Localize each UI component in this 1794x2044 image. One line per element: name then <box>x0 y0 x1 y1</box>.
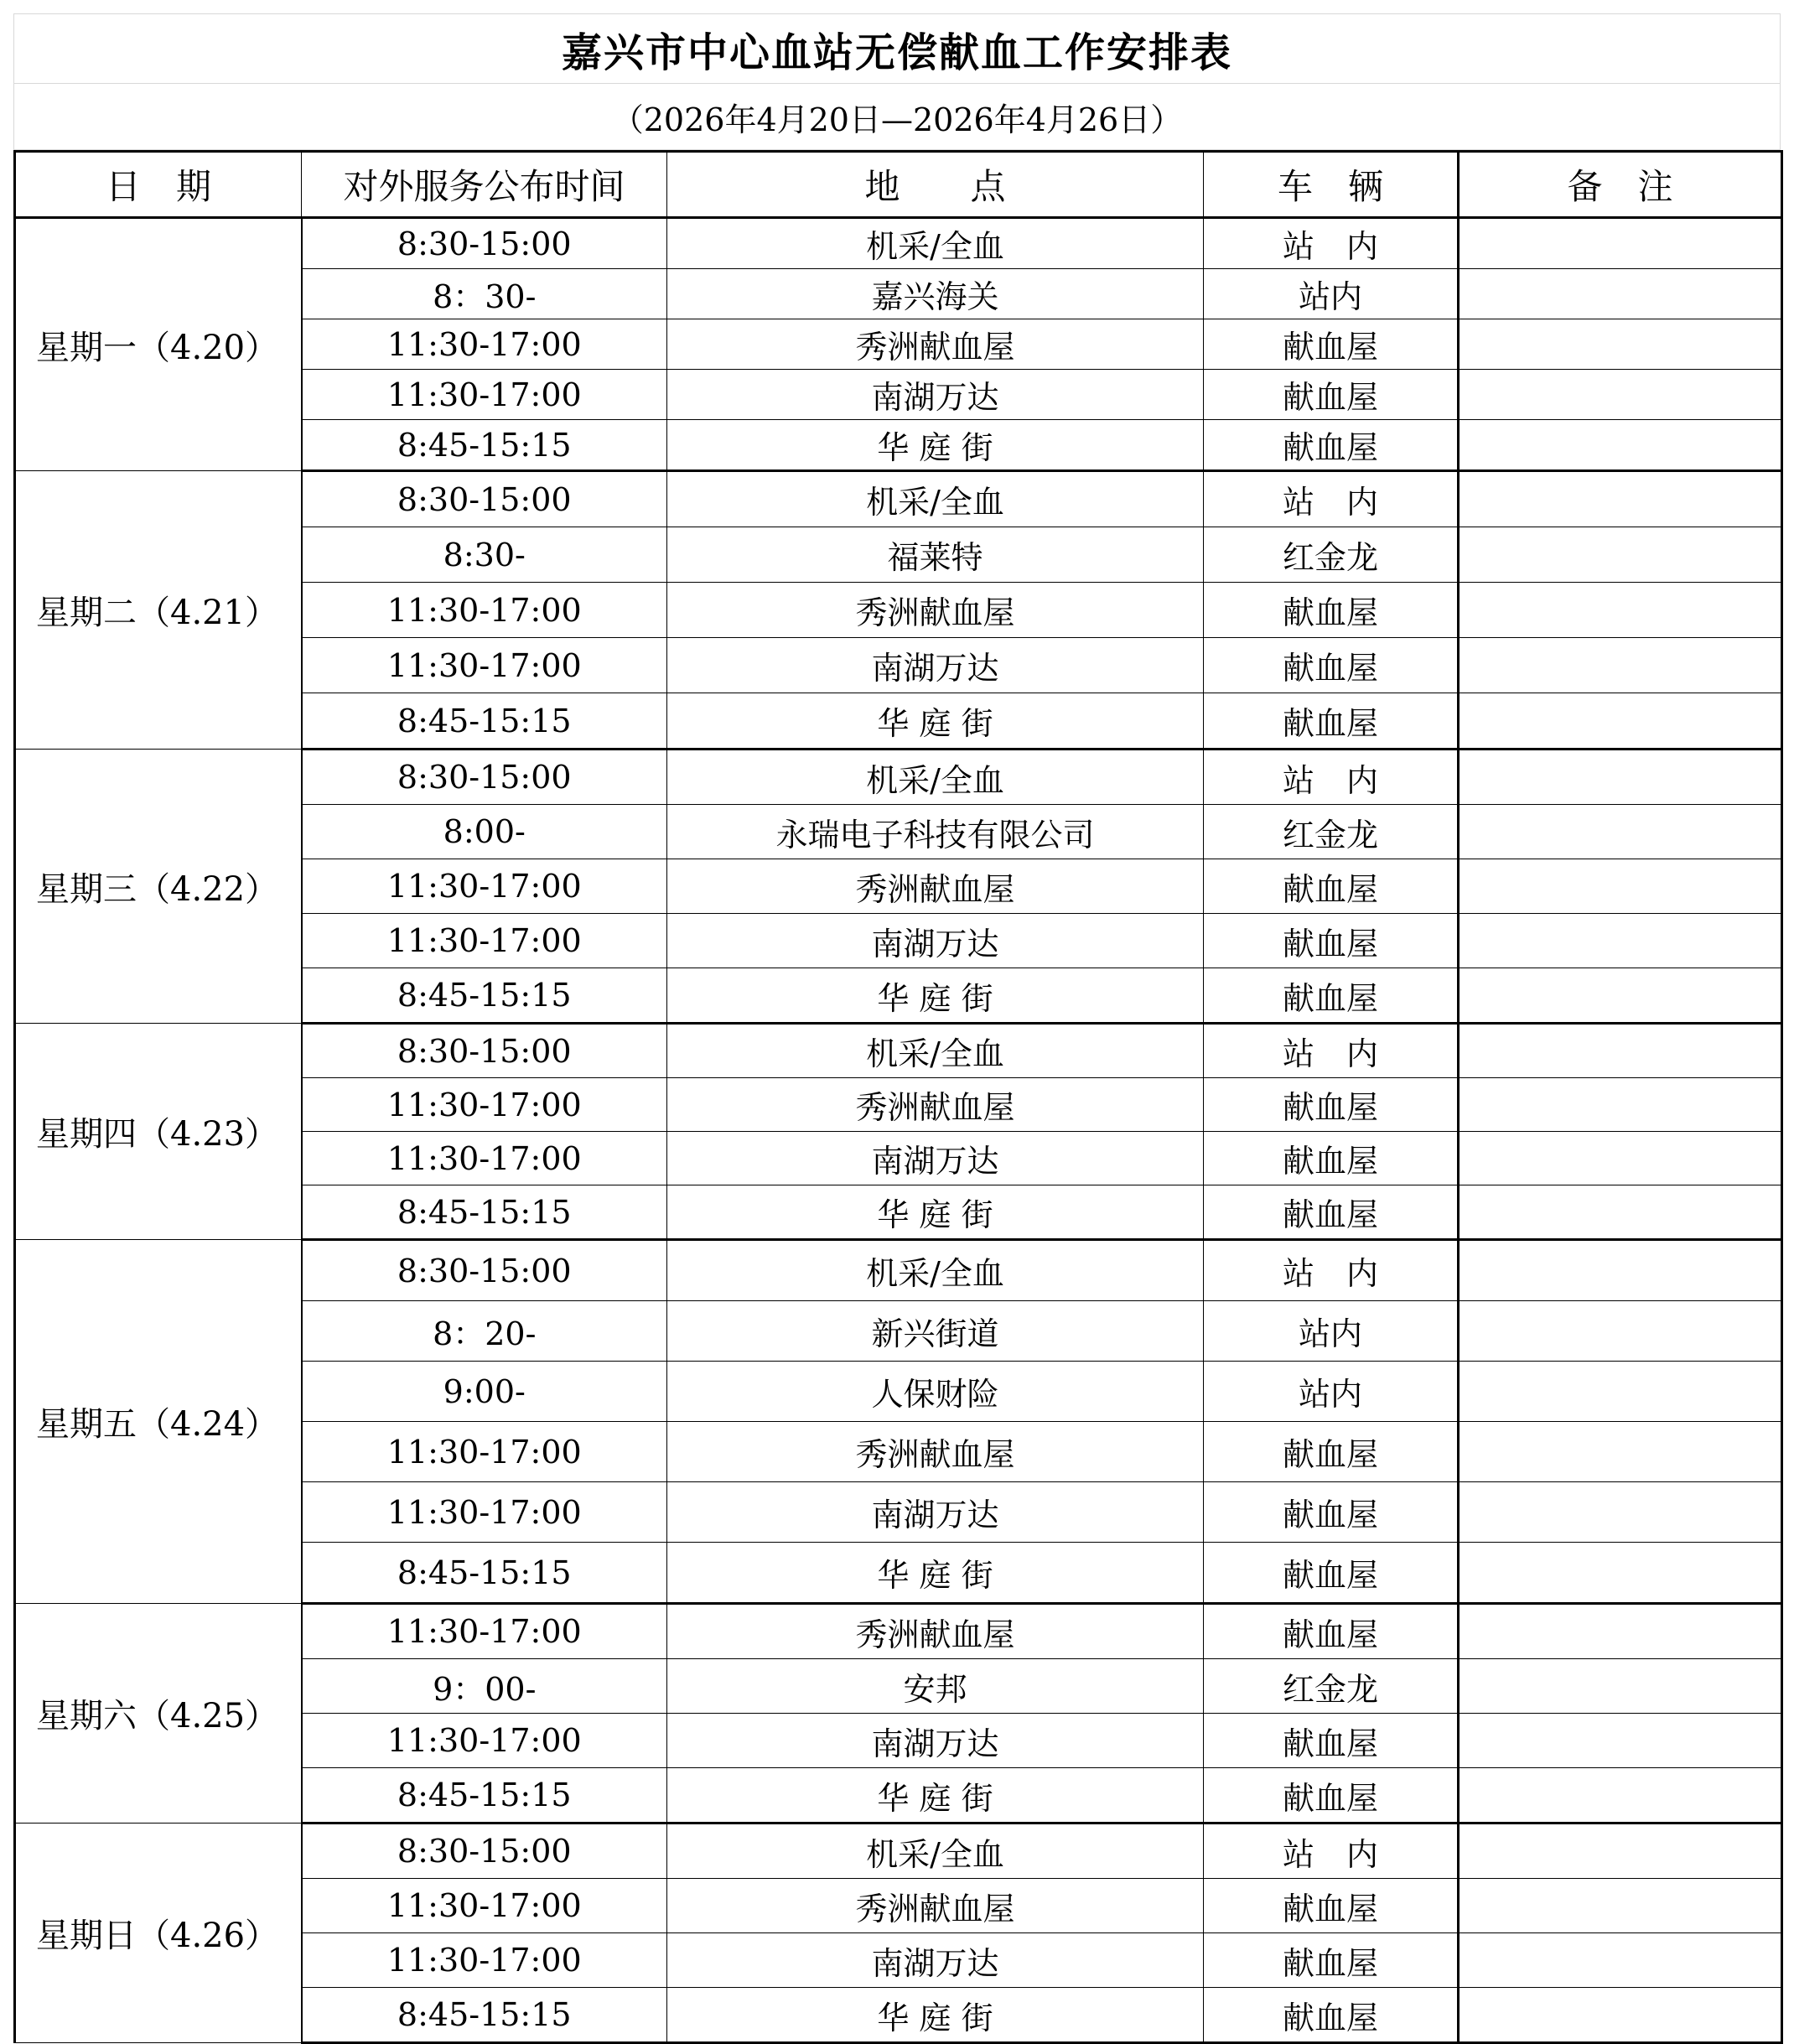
notes-cell <box>1459 471 1782 527</box>
time-cell: 11:30-17:00 <box>302 638 667 693</box>
notes-cell <box>1459 914 1782 968</box>
vehicle-cell: 站 内 <box>1204 750 1459 805</box>
vehicle-cell: 献血屋 <box>1204 1482 1459 1543</box>
day-label-cell: 星期六（4.25） <box>15 1604 302 1824</box>
vehicle-cell: 站 内 <box>1204 1240 1459 1301</box>
location-cell: 嘉兴海关 <box>667 269 1204 319</box>
time-cell: 8:00- <box>302 805 667 859</box>
day-label-cell: 星期四（4.23） <box>15 1024 302 1240</box>
time-cell: 8:45-15:15 <box>302 1768 667 1824</box>
notes-cell <box>1459 1240 1782 1301</box>
location-cell: 机采/全血 <box>667 1824 1204 1879</box>
vehicle-cell: 献血屋 <box>1204 319 1459 370</box>
time-cell: 8:45-15:15 <box>302 1988 667 2043</box>
location-cell: 南湖万达 <box>667 1132 1204 1185</box>
time-cell: 8:30-15:00 <box>302 1240 667 1301</box>
notes-cell <box>1459 1301 1782 1362</box>
location-cell: 南湖万达 <box>667 638 1204 693</box>
vehicle-cell: 献血屋 <box>1204 1604 1459 1659</box>
vehicle-cell: 红金龙 <box>1204 805 1459 859</box>
notes-cell <box>1459 1543 1782 1604</box>
notes-cell <box>1459 583 1782 638</box>
notes-cell <box>1459 319 1782 370</box>
vehicle-cell: 献血屋 <box>1204 914 1459 968</box>
column-header-time: 对外服务公布时间 <box>302 152 667 218</box>
time-cell: 9：00- <box>302 1659 667 1714</box>
time-cell: 11:30-17:00 <box>302 1078 667 1132</box>
vehicle-cell: 献血屋 <box>1204 420 1459 471</box>
time-cell: 11:30-17:00 <box>302 1132 667 1185</box>
date-range-subtitle: （2026年4月20日—2026年4月26日） <box>13 83 1781 150</box>
notes-cell <box>1459 370 1782 420</box>
location-cell: 机采/全血 <box>667 1240 1204 1301</box>
location-cell: 永瑞电子科技有限公司 <box>667 805 1204 859</box>
notes-cell <box>1459 805 1782 859</box>
table-row <box>15 750 1782 805</box>
time-cell: 8:45-15:15 <box>302 693 667 750</box>
location-cell: 华 庭 街 <box>667 693 1204 750</box>
notes-cell <box>1459 750 1782 805</box>
time-cell: 8:45-15:15 <box>302 1185 667 1240</box>
notes-cell <box>1459 1988 1782 2043</box>
location-cell: 福莱特 <box>667 527 1204 583</box>
notes-cell <box>1459 1768 1782 1824</box>
notes-cell <box>1459 1604 1782 1659</box>
location-cell: 秀洲献血屋 <box>667 1604 1204 1659</box>
vehicle-cell: 红金龙 <box>1204 1659 1459 1714</box>
vehicle-cell: 站内 <box>1204 269 1459 319</box>
vehicle-cell: 献血屋 <box>1204 968 1459 1024</box>
vehicle-cell: 站 内 <box>1204 1824 1459 1879</box>
time-cell: 11:30-17:00 <box>302 859 667 914</box>
location-cell: 南湖万达 <box>667 1933 1204 1988</box>
notes-cell <box>1459 638 1782 693</box>
vehicle-cell: 站 内 <box>1204 471 1459 527</box>
notes-cell <box>1459 527 1782 583</box>
time-cell: 9:00- <box>302 1362 667 1422</box>
table-row <box>15 1824 1782 1879</box>
location-cell: 华 庭 街 <box>667 1185 1204 1240</box>
day-label-cell: 星期一（4.20） <box>15 218 302 471</box>
notes-cell <box>1459 1362 1782 1422</box>
column-header-vehicle: 车 辆 <box>1204 152 1459 218</box>
column-header-date: 日 期 <box>15 152 302 218</box>
day-label-cell: 星期二（4.21） <box>15 471 302 750</box>
time-cell: 11:30-17:00 <box>302 319 667 370</box>
notes-cell <box>1459 1078 1782 1132</box>
vehicle-cell: 献血屋 <box>1204 638 1459 693</box>
vehicle-cell: 献血屋 <box>1204 1714 1459 1768</box>
time-cell: 8:30-15:00 <box>302 750 667 805</box>
vehicle-cell: 献血屋 <box>1204 1422 1459 1482</box>
vehicle-cell: 站内 <box>1204 1301 1459 1362</box>
time-cell: 11:30-17:00 <box>302 1714 667 1768</box>
table-row <box>15 1240 1782 1301</box>
table-row <box>15 218 1782 269</box>
location-cell: 南湖万达 <box>667 1482 1204 1543</box>
vehicle-cell: 站 内 <box>1204 218 1459 269</box>
notes-cell <box>1459 1024 1782 1078</box>
time-cell: 11:30-17:00 <box>302 1879 667 1933</box>
vehicle-cell: 献血屋 <box>1204 1132 1459 1185</box>
notes-cell <box>1459 1422 1782 1482</box>
notes-cell <box>1459 968 1782 1024</box>
location-cell: 秀洲献血屋 <box>667 1422 1204 1482</box>
page-title: 嘉兴市中心血站无偿献血工作安排表 <box>13 13 1781 83</box>
vehicle-cell: 献血屋 <box>1204 1879 1459 1933</box>
location-cell: 南湖万达 <box>667 914 1204 968</box>
location-cell: 华 庭 街 <box>667 1768 1204 1824</box>
vehicle-cell: 献血屋 <box>1204 693 1459 750</box>
notes-cell <box>1459 693 1782 750</box>
location-cell: 机采/全血 <box>667 218 1204 269</box>
time-cell: 11:30-17:00 <box>302 914 667 968</box>
notes-cell <box>1459 859 1782 914</box>
time-cell: 8:45-15:15 <box>302 1543 667 1604</box>
vehicle-cell: 献血屋 <box>1204 1078 1459 1132</box>
time-cell: 11:30-17:00 <box>302 1604 667 1659</box>
schedule-sheet <box>13 13 1781 2044</box>
location-cell: 秀洲献血屋 <box>667 583 1204 638</box>
notes-cell <box>1459 1824 1782 1879</box>
time-cell: 8:30- <box>302 527 667 583</box>
notes-cell <box>1459 1132 1782 1185</box>
notes-cell <box>1459 1879 1782 1933</box>
vehicle-cell: 献血屋 <box>1204 1543 1459 1604</box>
time-cell: 8:30-15:00 <box>302 471 667 527</box>
notes-cell <box>1459 1714 1782 1768</box>
time-cell: 11:30-17:00 <box>302 1933 667 1988</box>
schedule-table <box>13 150 1783 2044</box>
vehicle-cell: 献血屋 <box>1204 1768 1459 1824</box>
vehicle-cell: 献血屋 <box>1204 1933 1459 1988</box>
location-cell: 南湖万达 <box>667 1714 1204 1768</box>
notes-cell <box>1459 420 1782 471</box>
vehicle-cell: 献血屋 <box>1204 1988 1459 2043</box>
time-cell: 8:45-15:15 <box>302 420 667 471</box>
time-cell: 11:30-17:00 <box>302 1482 667 1543</box>
location-cell: 机采/全血 <box>667 471 1204 527</box>
time-cell: 8:30-15:00 <box>302 1824 667 1879</box>
location-cell: 秀洲献血屋 <box>667 859 1204 914</box>
vehicle-cell: 站 内 <box>1204 1024 1459 1078</box>
location-cell: 机采/全血 <box>667 1024 1204 1078</box>
location-cell: 华 庭 街 <box>667 1988 1204 2043</box>
time-cell: 8:30-15:00 <box>302 1024 667 1078</box>
location-cell: 华 庭 街 <box>667 420 1204 471</box>
time-cell: 8:45-15:15 <box>302 968 667 1024</box>
header-row <box>15 152 1782 218</box>
time-cell: 8:30-15:00 <box>302 218 667 269</box>
notes-cell <box>1459 1185 1782 1240</box>
column-header-notes: 备 注 <box>1459 152 1782 218</box>
location-cell: 安邦 <box>667 1659 1204 1714</box>
column-header-location: 地 点 <box>667 152 1204 218</box>
vehicle-cell: 献血屋 <box>1204 859 1459 914</box>
notes-cell <box>1459 1659 1782 1714</box>
location-cell: 华 庭 街 <box>667 968 1204 1024</box>
schedule-body <box>15 218 1782 2043</box>
vehicle-cell: 站内 <box>1204 1362 1459 1422</box>
location-cell: 南湖万达 <box>667 370 1204 420</box>
day-label-cell: 星期日（4.26） <box>15 1824 302 2043</box>
vehicle-cell: 献血屋 <box>1204 370 1459 420</box>
notes-cell <box>1459 1482 1782 1543</box>
day-label-cell: 星期五（4.24） <box>15 1240 302 1604</box>
vehicle-cell: 红金龙 <box>1204 527 1459 583</box>
vehicle-cell: 献血屋 <box>1204 583 1459 638</box>
notes-cell <box>1459 269 1782 319</box>
time-cell: 11:30-17:00 <box>302 583 667 638</box>
location-cell: 秀洲献血屋 <box>667 1078 1204 1132</box>
location-cell: 机采/全血 <box>667 750 1204 805</box>
location-cell: 秀洲献血屋 <box>667 1879 1204 1933</box>
notes-cell <box>1459 1933 1782 1988</box>
time-cell: 8：20- <box>302 1301 667 1362</box>
notes-cell <box>1459 218 1782 269</box>
time-cell: 11:30-17:00 <box>302 370 667 420</box>
table-row <box>15 1024 1782 1078</box>
day-label-cell: 星期三（4.22） <box>15 750 302 1024</box>
location-cell: 秀洲献血屋 <box>667 319 1204 370</box>
time-cell: 11:30-17:00 <box>302 1422 667 1482</box>
vehicle-cell: 献血屋 <box>1204 1185 1459 1240</box>
table-row <box>15 471 1782 527</box>
location-cell: 华 庭 街 <box>667 1543 1204 1604</box>
location-cell: 新兴街道 <box>667 1301 1204 1362</box>
time-cell: 8：30- <box>302 269 667 319</box>
table-row <box>15 1604 1782 1659</box>
location-cell: 人保财险 <box>667 1362 1204 1422</box>
